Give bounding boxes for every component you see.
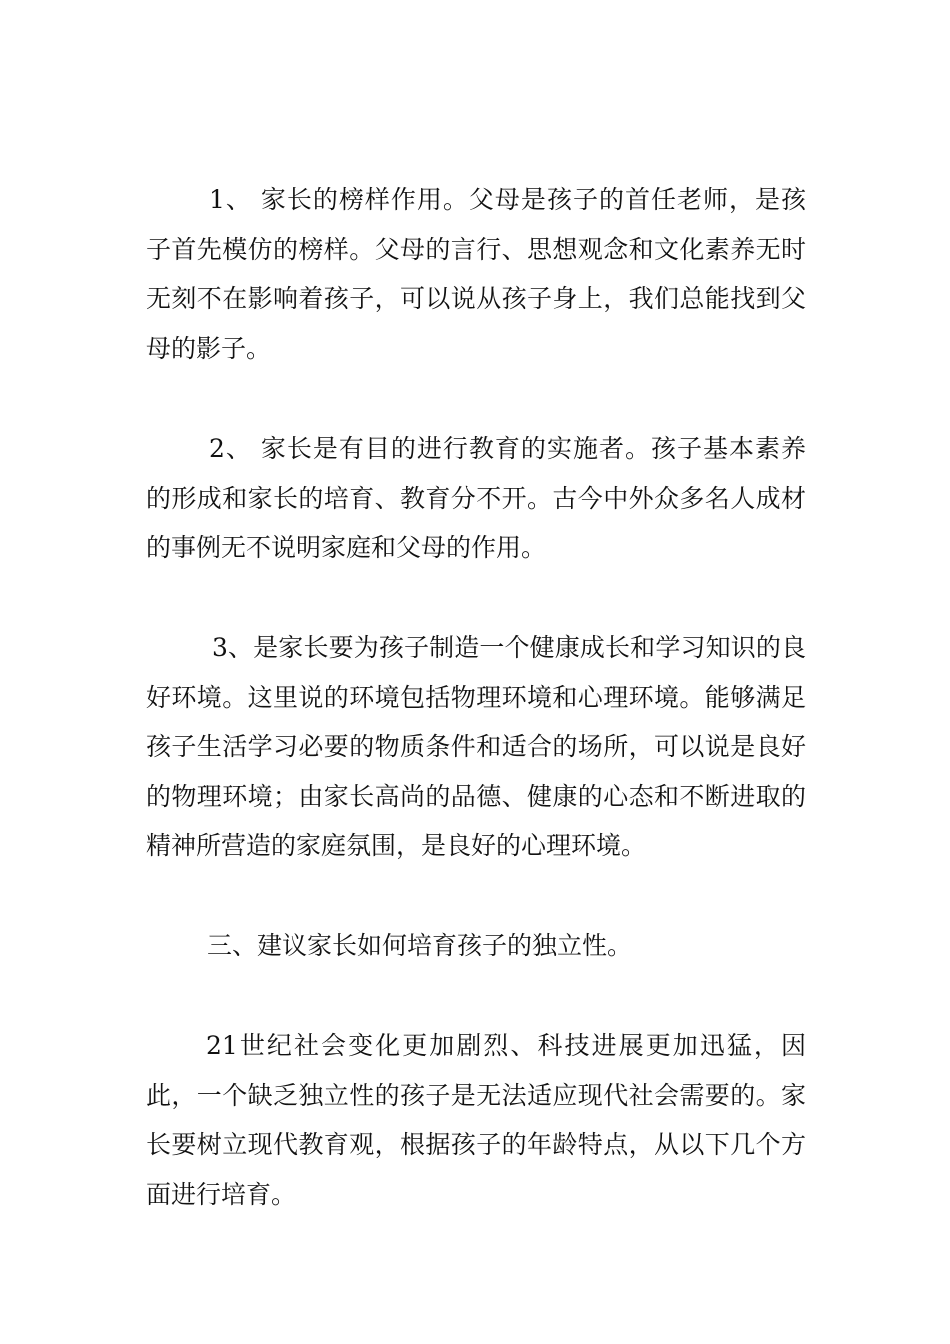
paragraph-modern-society: 21世纪社会变化更加剧烈、科技进展更加迅猛，因此，一个缺乏独立性的孩子是无法适应现代社会需要的。家长要树立现代教育观，根据孩子的年龄特点，从以下几个方面进行培育。 — [146, 1031, 806, 1209]
paragraph-good-environment: 3、是家长要为孩子制造一个健康成长和学习知识的良好环境。这里说的环境包括物理环境和心理环境。能够满足孩子生活学习必要的物质条件和适合的场所，可以说是良好的物理环境；由家长高尚的品德、健康的心态和不断进取的精神所营造的家庭氛围，是良好的心理环境。 — [146, 633, 806, 861]
section-heading-independence: 三、建议家长如何培育孩子的独立性。 — [207, 931, 633, 960]
paragraph-parent-role-model: 1、 家长的榜样作用。父母是孩子的首任老师，是孩子首先模仿的榜样。父母的言行、思想观念和文化素养无时无刻不在影响着孩子，可以说从孩子身上，我们总能找到父母的影子。 — [146, 185, 806, 363]
paragraph-parent-as-educator: 2、 家长是有目的进行教育的实施者。孩子基本素养的形成和家长的培育、教育分不开。古今中外众多名人成材的事例无不说明家庭和父母的作用。 — [146, 434, 806, 563]
